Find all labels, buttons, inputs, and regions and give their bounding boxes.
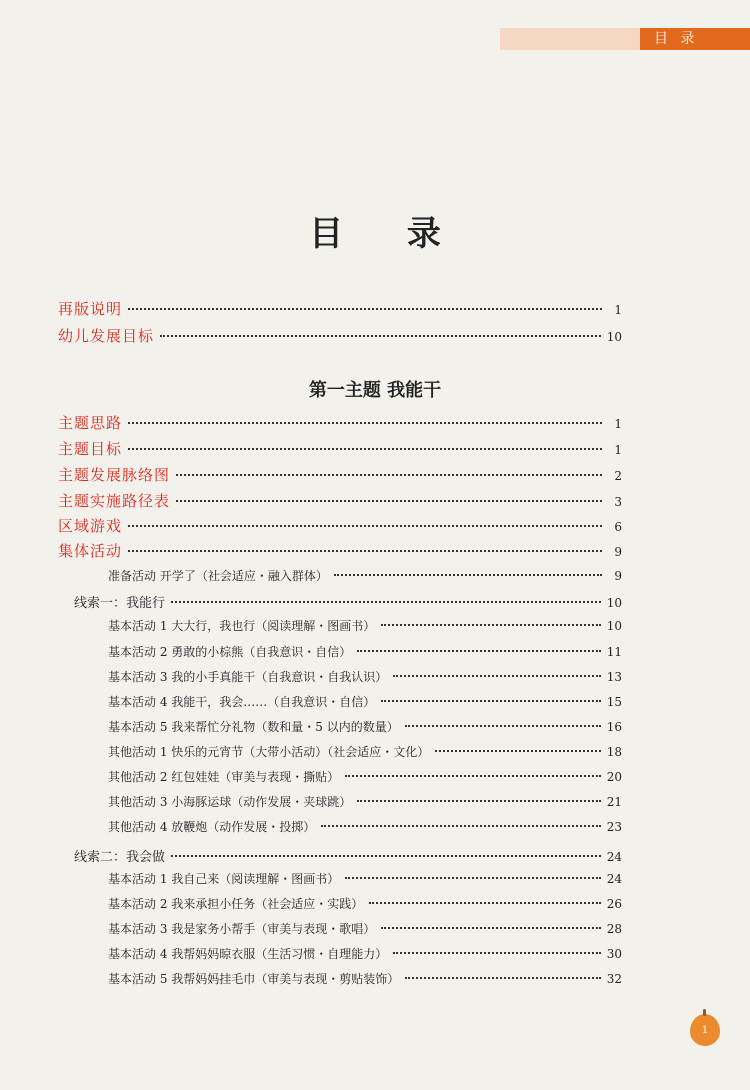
toc-page: 28 [606, 922, 622, 936]
toc-label: 主题目标 [58, 440, 123, 458]
toc-page: 26 [606, 897, 622, 911]
toc-entry-activity[interactable] [108, 718, 622, 735]
toc-label: 主题实施路径表 [58, 492, 171, 510]
leader-dots [128, 550, 602, 552]
toc-entry-activity[interactable] [108, 970, 622, 987]
leader-dots [381, 700, 600, 702]
leader-dots [160, 335, 601, 337]
leader-dots [321, 825, 600, 827]
toc-page: 3 [614, 495, 622, 509]
toc-entry-activity[interactable] [108, 617, 622, 634]
toc-entry-preface[interactable] [58, 298, 622, 319]
leader-dots [171, 601, 601, 603]
leader-dots [128, 308, 602, 310]
toc-entry[interactable] [58, 464, 622, 485]
toc-label: 其他活动 3 小海豚运球（动作发展・夹球跳） [108, 795, 352, 809]
toc-label: 其他活动 1 快乐的元宵节（大带小活动）（社会适应・文化） [108, 745, 430, 759]
toc-page: 20 [606, 770, 622, 784]
page-number-apple-icon: 1 [690, 1014, 720, 1046]
leader-dots [345, 775, 600, 777]
toc-entry[interactable] [58, 438, 622, 459]
leader-dots [345, 877, 600, 879]
toc-entry-activity[interactable] [108, 668, 622, 685]
toc-page: 21 [606, 795, 622, 809]
toc-label: 主题思路 [58, 414, 123, 432]
leader-dots [128, 422, 602, 424]
leader-dots [176, 474, 602, 476]
toc-label: 再版说明 [58, 300, 123, 318]
toc-entry-activity[interactable] [108, 920, 622, 937]
toc-label: 基本活动 1 大大行，我也行（阅读理解・图画书） [108, 619, 376, 633]
toc-label: 其他活动 2 红包娃娃（审美与表现・撕贴） [108, 770, 340, 784]
leader-dots [435, 750, 600, 752]
toc-page: 24 [606, 872, 622, 886]
toc-page: 1 [614, 303, 622, 317]
toc-page: 9 [614, 569, 622, 583]
toc-page: 10 [606, 330, 622, 344]
toc-page: 2 [614, 469, 622, 483]
toc-label: 区域游戏 [58, 517, 123, 535]
leader-dots [405, 725, 601, 727]
toc-label: 集体活动 [58, 542, 123, 560]
toc-page: 1 [614, 443, 622, 457]
leader-dots [171, 855, 601, 857]
toc-label: 基本活动 3 我是家务小帮手（审美与表现・歌唱） [108, 922, 376, 936]
toc-entry-activity[interactable] [108, 743, 622, 760]
toc-entry[interactable] [58, 490, 622, 511]
toc-entry-activity[interactable] [108, 870, 622, 887]
leader-dots [357, 800, 600, 802]
toc-page: 15 [606, 695, 622, 709]
leader-dots [405, 977, 600, 979]
toc-entry-activity[interactable] [108, 945, 622, 962]
toc-page: 10 [606, 619, 622, 633]
leader-dots [357, 650, 600, 652]
toc-entry-activity[interactable] [108, 768, 622, 785]
leader-dots [176, 500, 602, 502]
toc-label: 准备活动 开学了（社会适应・融入群体） [108, 569, 328, 583]
toc-entry[interactable] [58, 540, 622, 561]
toc-page: 32 [606, 972, 622, 986]
page-title: 目 录 [309, 214, 467, 254]
toc-page: 13 [606, 670, 622, 684]
toc-page: 1 [614, 417, 622, 431]
toc-page: 6 [614, 520, 622, 534]
leader-dots [381, 624, 600, 626]
leader-dots [393, 675, 600, 677]
toc-entry[interactable] [58, 412, 622, 433]
leader-dots [334, 574, 602, 576]
leader-dots [369, 902, 600, 904]
toc-label: 幼儿发展目标 [58, 327, 155, 345]
toc-label: 基本活动 2 我来承担小任务（社会适应・实践） [108, 897, 364, 911]
toc-entry-clue-1[interactable] [74, 592, 622, 611]
toc-label: 基本活动 5 我来帮忙分礼物（数和量・5 以内的数量） [108, 720, 399, 734]
toc-entry[interactable] [58, 515, 622, 536]
toc-label: 其他活动 4 放鞭炮（动作发展・投掷） [108, 820, 316, 834]
toc-label: 主题发展脉络图 [58, 466, 171, 484]
toc-label: 基本活动 4 我能干，我会……（自我意识・自信） [108, 695, 376, 709]
toc-label: 线索二：我会做 [74, 850, 166, 865]
toc-label: 基本活动 5 我帮妈妈挂毛巾（审美与表现・剪贴装饰） [108, 972, 400, 986]
toc-page: 11 [606, 645, 622, 659]
header-tab: 目 录 [640, 28, 750, 50]
toc-label: 基本活动 1 我自己来（阅读理解・图画书） [108, 872, 340, 886]
toc-entry-goals[interactable] [58, 325, 622, 346]
toc-page: 10 [606, 596, 622, 610]
toc-entry-activity[interactable] [108, 818, 622, 835]
toc-label: 基本活动 2 勇敢的小棕熊（自我意识・自信） [108, 645, 352, 659]
toc-entry-activity[interactable] [108, 895, 622, 912]
toc-page: 30 [606, 947, 622, 961]
toc-page: 9 [614, 545, 622, 559]
toc-entry-clue-2[interactable] [74, 846, 622, 865]
toc-entry-prep[interactable] [108, 567, 622, 584]
toc-entry-activity[interactable] [108, 643, 622, 660]
toc-page: 18 [606, 745, 622, 759]
leader-dots [128, 448, 602, 450]
leader-dots [128, 525, 602, 527]
toc-page: 23 [606, 820, 622, 834]
section-title: 第一主题 我能干 [308, 380, 442, 401]
leader-dots [381, 927, 600, 929]
toc-page: 16 [606, 720, 622, 734]
toc-label: 基本活动 3 我的小手真能干（自我意识・自我认识） [108, 670, 388, 684]
toc-label: 基本活动 4 我帮妈妈晾衣服（生活习惯・自理能力） [108, 947, 388, 961]
toc-entry-activity[interactable] [108, 693, 622, 710]
toc-label: 线索一：我能行 [74, 596, 166, 611]
toc-entry-activity[interactable] [108, 793, 622, 810]
toc-page: 24 [606, 850, 622, 864]
leader-dots [393, 952, 600, 954]
